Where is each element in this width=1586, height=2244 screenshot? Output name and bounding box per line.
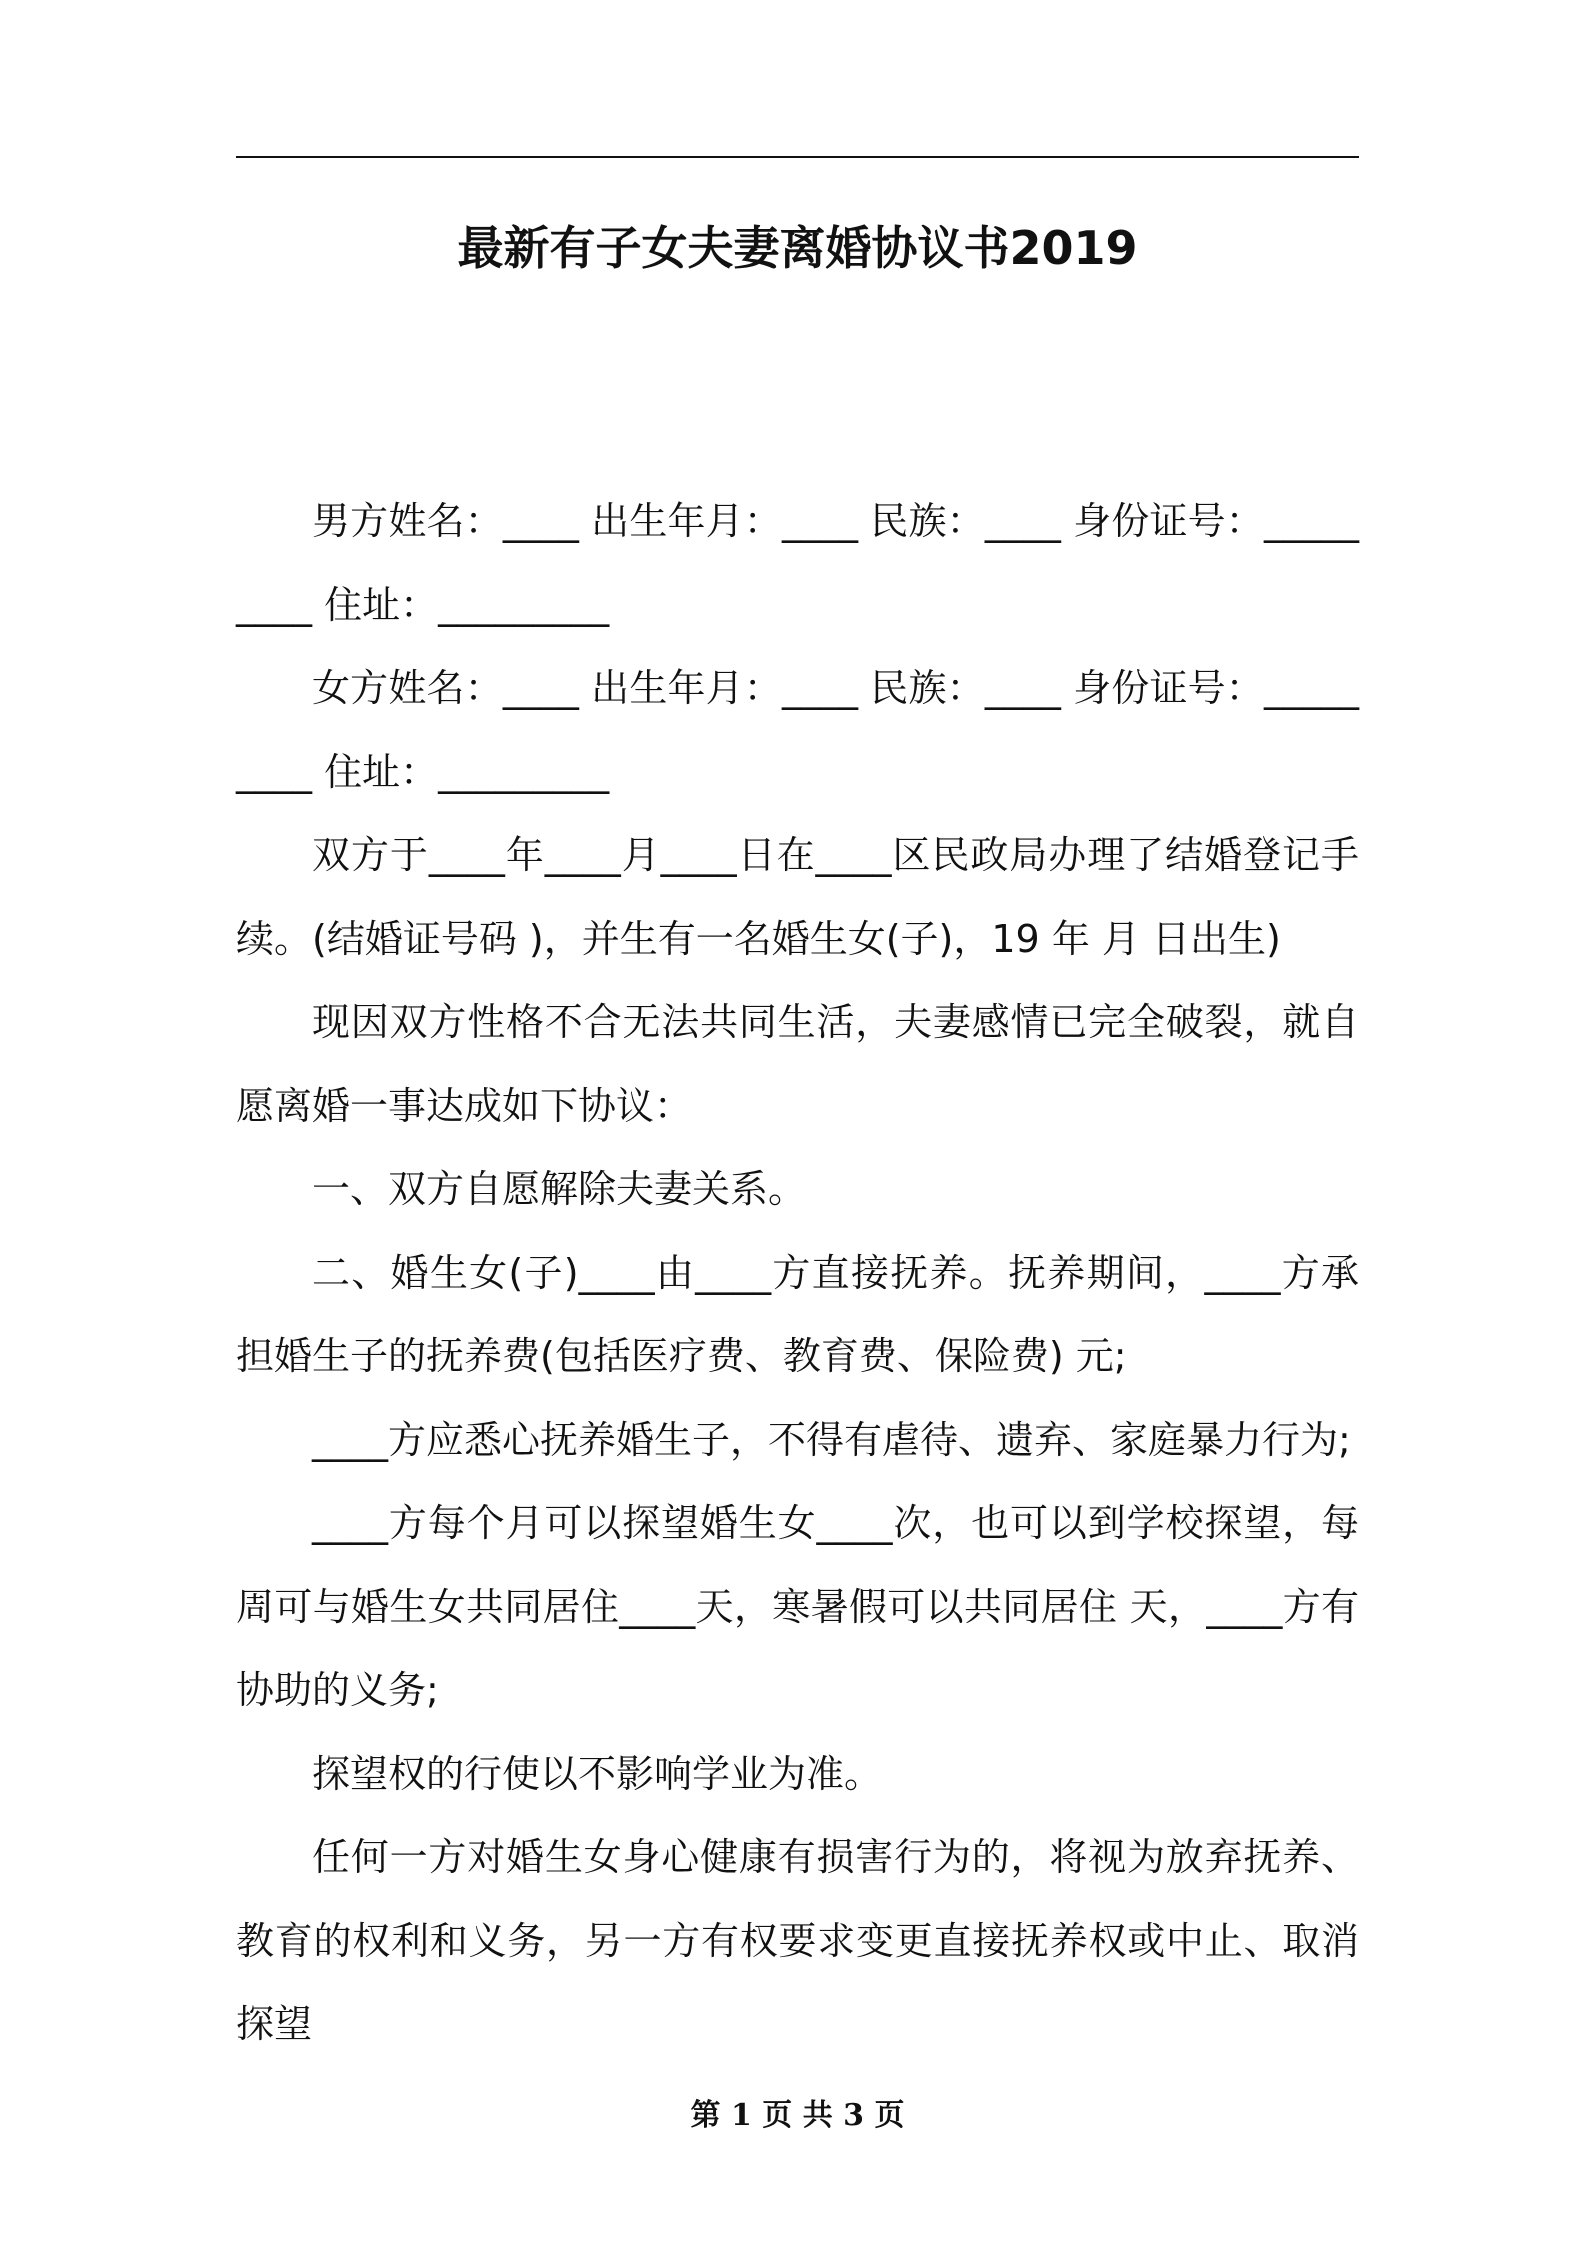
clause-2: 二、婚生女(子)____由____方直接抚养。抚养期间，____方承担婚生子的抚养费(包括医疗费、教育费、保险费) 元; xyxy=(236,1250,1359,1378)
clause-2-care-duty: ____方应悉心抚养婚生子，不得有虐待、遗弃、家庭暴力行为; xyxy=(312,1417,1351,1462)
page-number: 第 1 页 共 3 页 xyxy=(690,2098,905,2133)
clause-2-harm-consequence: 任何一方对婚生女身心健康有损害行为的，将视为放弃抚养、教育的权利和义务，另一方有权要求变更直接抚养权或中止、取消探望 xyxy=(236,1835,1359,2046)
clause-2-visitation: ____方每个月可以探望婚生女____次，也可以到学校探望，每周可与婚生女共同居住____天，寒暑假可以共同居住 天，____方有协助的义务; xyxy=(236,1501,1359,1712)
header-rule xyxy=(236,156,1359,158)
marriage-registration-paragraph: 双方于____年____月____日在____区民政局办理了结婚登记手续。(结婚证号码 )，并生有一名婚生女(子)，19 年 月 日出生) xyxy=(236,833,1359,961)
divorce-reason-paragraph: 现因双方性格不合无法共同生活，夫妻感情已完全破裂，就自愿离婚一事达成如下协议： xyxy=(236,1000,1359,1128)
document-title: 最新有子女夫妻离婚协议书2019 xyxy=(457,221,1138,275)
document-body xyxy=(236,480,1359,2067)
clause-2-visitation-limit: 探望权的行使以不影响学业为准。 xyxy=(312,1751,883,1796)
female-party-info: 女方姓名：____ 出生年月：____ 民族：____ 身份证号：_________ 住址：_________ xyxy=(236,666,1359,794)
male-party-info: 男方姓名：____ 出生年月：____ 民族：____ 身份证号：_________ 住址：_________ xyxy=(236,499,1359,627)
clause-1: 一、双方自愿解除夫妻关系。 xyxy=(312,1167,807,1211)
